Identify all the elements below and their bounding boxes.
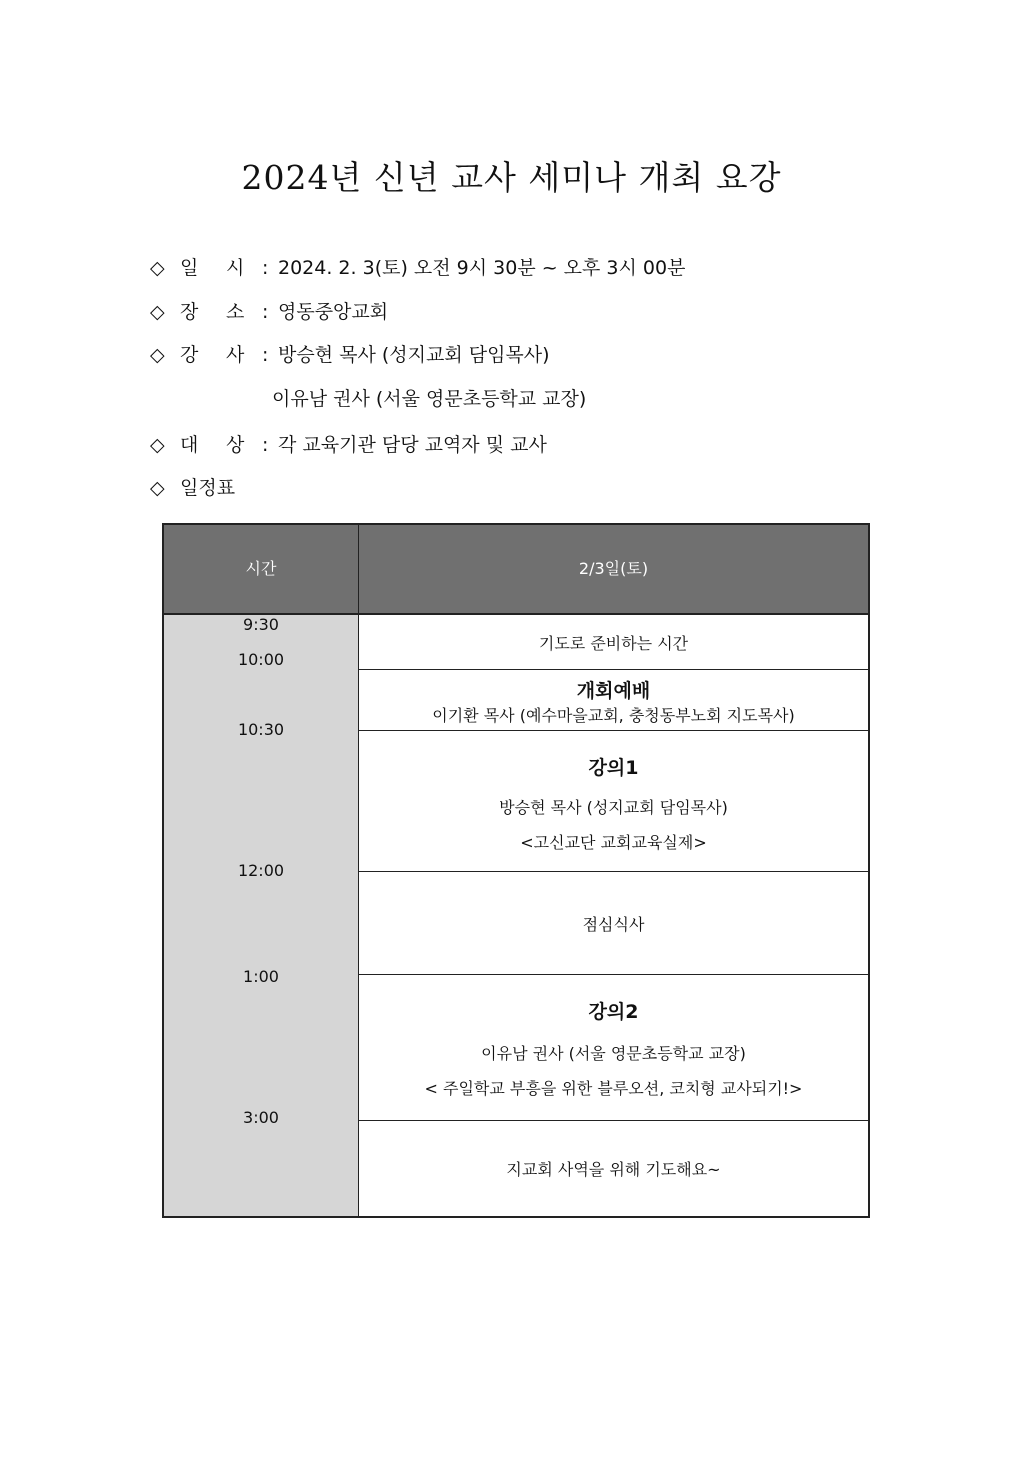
colon: : xyxy=(262,257,269,279)
schedule-table xyxy=(162,523,870,1218)
row-topic: <고신교단 교회교육실제> xyxy=(520,833,707,852)
time-label: 10:30 xyxy=(237,720,285,739)
place-label-1: 장 xyxy=(180,301,199,323)
time-label: 10:00 xyxy=(237,650,285,669)
time-label: 3:00 xyxy=(243,1108,279,1127)
date-label-1: 일 xyxy=(180,257,199,279)
table-row xyxy=(359,872,868,974)
date-value: 2024. 2. 3(토) 오전 9시 30분 ~ 오후 3시 00분 xyxy=(278,257,686,279)
diamond-bullet-icon: ◇ xyxy=(150,477,165,499)
colon: : xyxy=(262,301,269,323)
colon: : xyxy=(262,344,269,366)
row-topic: < 주일학교 부흥을 위한 블루오션, 코치형 교사되기!> xyxy=(424,1079,803,1098)
info-schedule xyxy=(150,472,235,504)
info-target xyxy=(150,429,547,461)
time-label: 1:00 xyxy=(243,967,279,986)
header-day: 2/3일(토) xyxy=(578,559,649,578)
table-row xyxy=(359,731,868,871)
info-speaker-2 xyxy=(272,383,586,415)
header-time: 시간 xyxy=(245,559,277,578)
table-row xyxy=(359,975,868,1120)
schedule-label: 일정표 xyxy=(180,477,236,499)
time-label: 9:30 xyxy=(243,615,279,634)
place-value: 영동중앙교회 xyxy=(278,301,389,323)
table-row xyxy=(359,615,868,669)
info-speaker xyxy=(150,339,550,371)
row-text: 지교회 사역을 위해 기도해요~ xyxy=(506,1160,721,1179)
speaker-value-2: 이유남 권사 (서울 영문초등학교 교장) xyxy=(272,388,587,410)
date-label-2: 시 xyxy=(226,257,245,279)
colon: : xyxy=(262,434,269,456)
table-row xyxy=(359,1121,868,1216)
speaker-value-1: 방승현 목사 (성지교회 담임목사) xyxy=(278,344,550,366)
page-title: 2024년 신년 교사 세미나 개최 요강 xyxy=(241,158,782,197)
diamond-bullet-icon: ◇ xyxy=(150,434,165,456)
target-label-1: 대 xyxy=(180,434,199,456)
row-sub: 이기환 목사 (예수마을교회, 충청동부노회 지도목사) xyxy=(432,706,795,725)
info-place xyxy=(150,296,388,328)
speaker-label-2: 사 xyxy=(226,344,245,366)
row-sub: 이유남 권사 (서울 영문초등학교 교장) xyxy=(481,1044,746,1063)
diamond-bullet-icon: ◇ xyxy=(150,344,165,366)
target-value: 각 교육기관 담당 교역자 및 교사 xyxy=(278,434,547,456)
table-row xyxy=(359,670,868,730)
time-label: 12:00 xyxy=(237,861,285,880)
row-text: 점심식사 xyxy=(582,915,645,934)
info-date xyxy=(150,252,685,284)
row-title: 개회예배 xyxy=(576,680,651,702)
row-sub: 방승현 목사 (성지교회 담임목사) xyxy=(499,798,728,817)
row-title: 강의2 xyxy=(588,1001,639,1023)
row-text: 기도로 준비하는 시간 xyxy=(538,634,689,653)
diamond-bullet-icon: ◇ xyxy=(150,257,165,279)
target-label-2: 상 xyxy=(226,434,245,456)
table-header xyxy=(164,525,868,613)
place-label-2: 소 xyxy=(226,301,245,323)
diamond-bullet-icon: ◇ xyxy=(150,301,165,323)
speaker-label-1: 강 xyxy=(180,344,199,366)
row-title: 강의1 xyxy=(588,757,639,779)
